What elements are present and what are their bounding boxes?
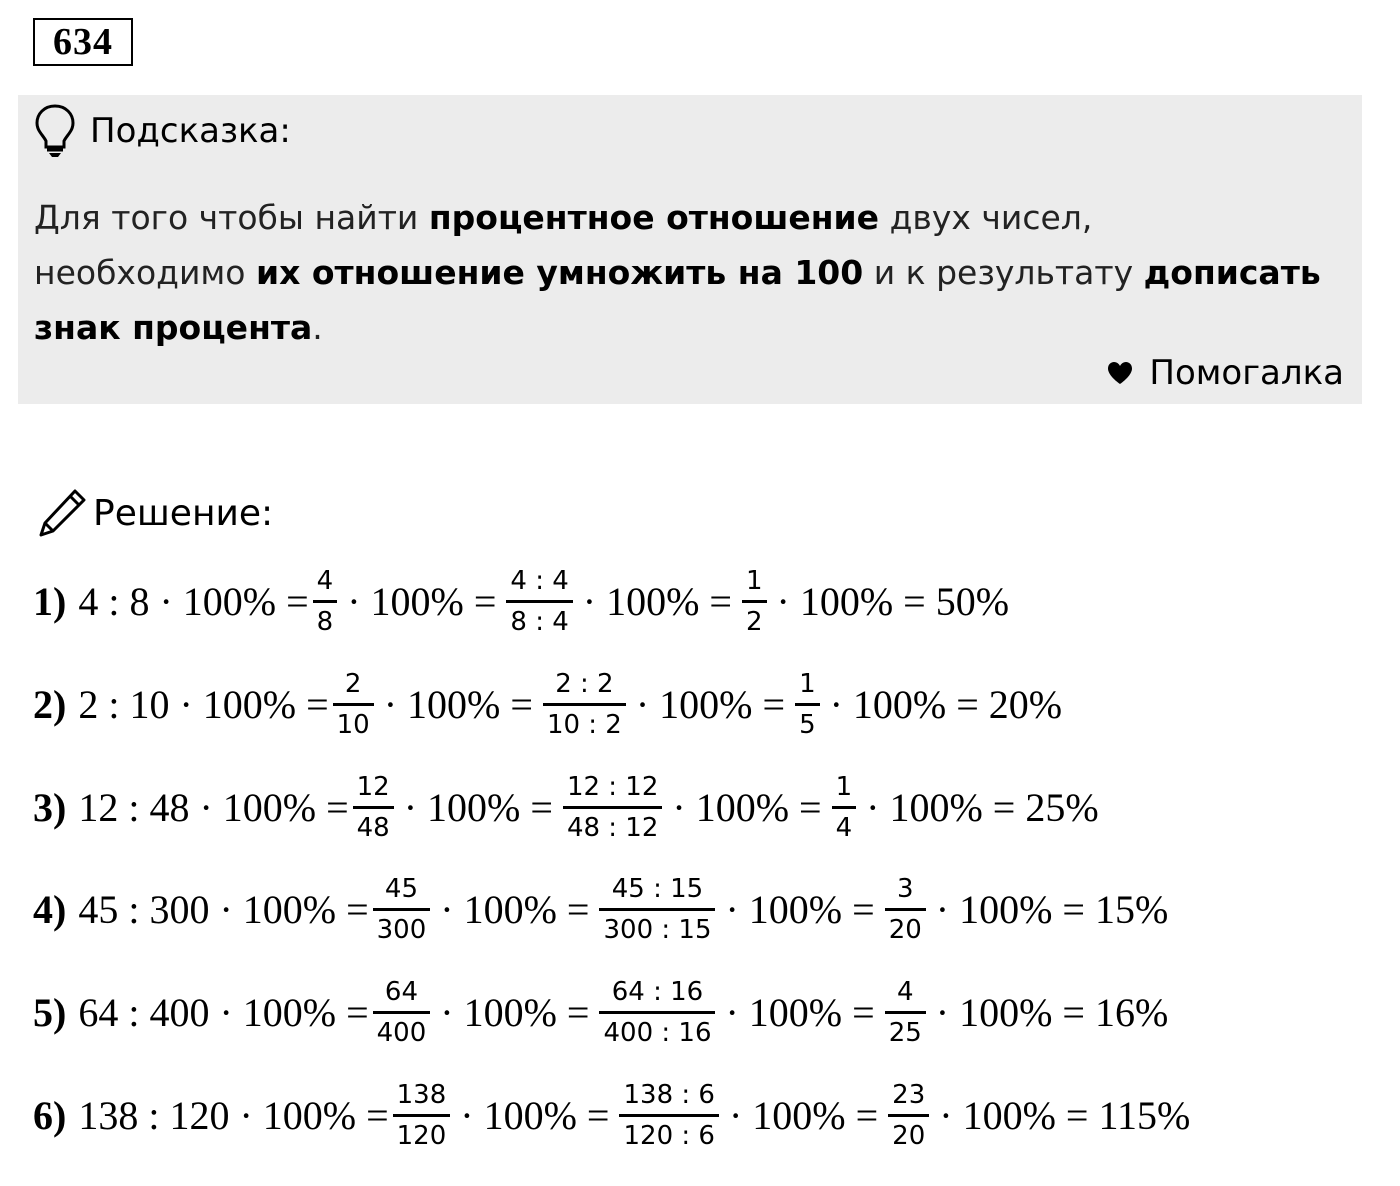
fraction [373,976,431,1048]
equation-multiplier: · 100% = [725,886,875,932]
equation-4 [33,869,1174,949]
fraction [885,873,926,945]
fraction-denominator: 8 [313,600,338,635]
fraction [373,873,431,945]
fraction-denominator: 10 : 2 [543,703,626,738]
fraction [543,668,626,740]
equation-multiplier: · 100% = [582,578,732,624]
equation-expression: 12 : 48 · 100% = [78,784,349,830]
hint-title: Подсказка: [90,111,291,151]
equation-result: · 100% = 15% [935,886,1169,932]
equation-number: 2) [33,681,67,727]
fraction [353,771,394,843]
equation-multiplier: · 100% = [460,1092,610,1138]
task-number: 634 [33,18,133,66]
fraction [599,976,715,1048]
solution-title: Решение: [93,492,274,534]
equation-number: 4) [33,886,67,932]
fraction-numerator: 64 : 16 [611,976,704,1007]
fraction-numerator: 3 [896,873,914,904]
fraction-numerator: 45 [384,873,418,904]
hint-text-bold: процентное отношение [428,198,880,237]
fraction-numerator: 23 [892,1079,926,1110]
equation-result: · 100% = 16% [935,989,1169,1035]
hint-text-part: Для того чтобы найти [34,198,429,237]
fraction [832,771,857,843]
equation-expression: 64 : 400 · 100% = [78,989,369,1035]
equation-multiplier: · 100% = [672,784,822,830]
fraction-denominator: 48 [353,806,394,841]
fraction [795,668,820,740]
equation-expression: 45 : 300 · 100% = [78,886,369,932]
equation-result: · 100% = 25% [866,784,1099,830]
equation-number: 3) [33,784,67,830]
hint-box [18,95,1362,404]
pencil-icon [37,488,87,538]
fraction-numerator: 45 : 15 [611,873,704,904]
fraction-denominator: 4 [832,806,857,841]
fraction-denominator: 300 [373,908,431,943]
hint-text-bold: знак процента [34,308,313,347]
equation-expression: 138 : 120 · 100% = [78,1092,389,1138]
fraction [333,668,374,740]
fraction-numerator: 138 : 6 [623,1079,715,1110]
equation-expression: 2 : 10 · 100% = [78,681,329,727]
fraction [619,1079,718,1151]
fraction-numerator: 64 [384,976,418,1007]
hint-text-part: . [312,308,323,347]
fraction [506,565,572,637]
fraction-numerator: 4 [896,976,914,1007]
fraction-denominator: 2 [742,600,767,635]
equation-expression: 4 : 8 · 100% = [78,578,309,624]
equation-5 [33,972,1174,1052]
heart-icon [1107,361,1133,385]
hint-text-part: необходимо [34,253,256,292]
fraction-numerator: 2 : 2 [555,668,614,699]
hint-text-part: двух чисел, [879,198,1093,237]
fraction-denominator: 5 [795,703,820,738]
fraction-numerator: 4 [316,565,334,596]
fraction [563,771,662,843]
fraction-denominator: 400 : 16 [599,1011,715,1046]
equation-number: 5) [33,989,67,1035]
fraction-denominator: 48 : 12 [563,806,662,841]
equation-6 [33,1075,1196,1155]
equation-result: · 100% = 115% [939,1092,1191,1138]
fraction [888,1079,929,1151]
hint-text-part: и к результату [863,253,1144,292]
hint-text-bold: дописать [1143,253,1321,292]
equation-result: · 100% = 20% [829,681,1063,727]
fraction-denominator: 8 : 4 [506,600,572,635]
fraction-numerator: 12 [356,771,390,802]
fraction [599,873,715,945]
fraction-denominator: 25 [885,1011,926,1046]
equation-multiplier: · 100% = [725,989,875,1035]
equation-result: · 100% = 50% [776,578,1010,624]
equation-multiplier: · 100% = [383,681,533,727]
lightbulb-icon [34,103,76,159]
fraction-numerator: 2 [344,668,362,699]
equation-2 [33,664,1068,744]
equation-3 [33,767,1105,847]
fraction-denominator: 120 : 6 [619,1114,718,1149]
equation-multiplier: · 100% = [403,784,553,830]
fraction-denominator: 120 [393,1114,451,1149]
equation-multiplier: · 100% = [440,989,590,1035]
equation-multiplier: · 100% = [728,1092,879,1138]
fraction-numerator: 12 : 12 [566,771,659,802]
equation-number: 6) [33,1092,67,1138]
fraction-numerator: 138 [396,1079,447,1110]
fraction [313,565,338,637]
fraction-denominator: 20 [885,908,926,943]
hint-text-bold: их отношение умножить на 100 [255,253,864,292]
fraction-denominator: 400 [373,1011,431,1046]
equation-multiplier: · 100% = [347,578,497,624]
fraction-numerator: 1 [745,565,763,596]
fraction [742,565,767,637]
fraction-numerator: 1 [799,668,816,699]
hint-header [34,103,291,159]
equation-number: 1) [33,578,67,624]
fraction [885,976,926,1048]
solution-header [37,488,273,538]
equation-multiplier: · 100% = [635,681,786,727]
fraction-denominator: 300 : 15 [599,908,715,943]
hint-text [34,190,1354,355]
source-credit [1107,353,1344,393]
fraction-numerator: 4 : 4 [510,565,569,596]
fraction-denominator: 10 [333,703,374,738]
equation-1 [33,561,1015,641]
fraction [393,1079,451,1151]
fraction-numerator: 1 [835,771,853,802]
fraction-denominator: 20 [888,1114,929,1149]
source-label: Помогалка [1149,353,1344,393]
equation-multiplier: · 100% = [440,886,590,932]
